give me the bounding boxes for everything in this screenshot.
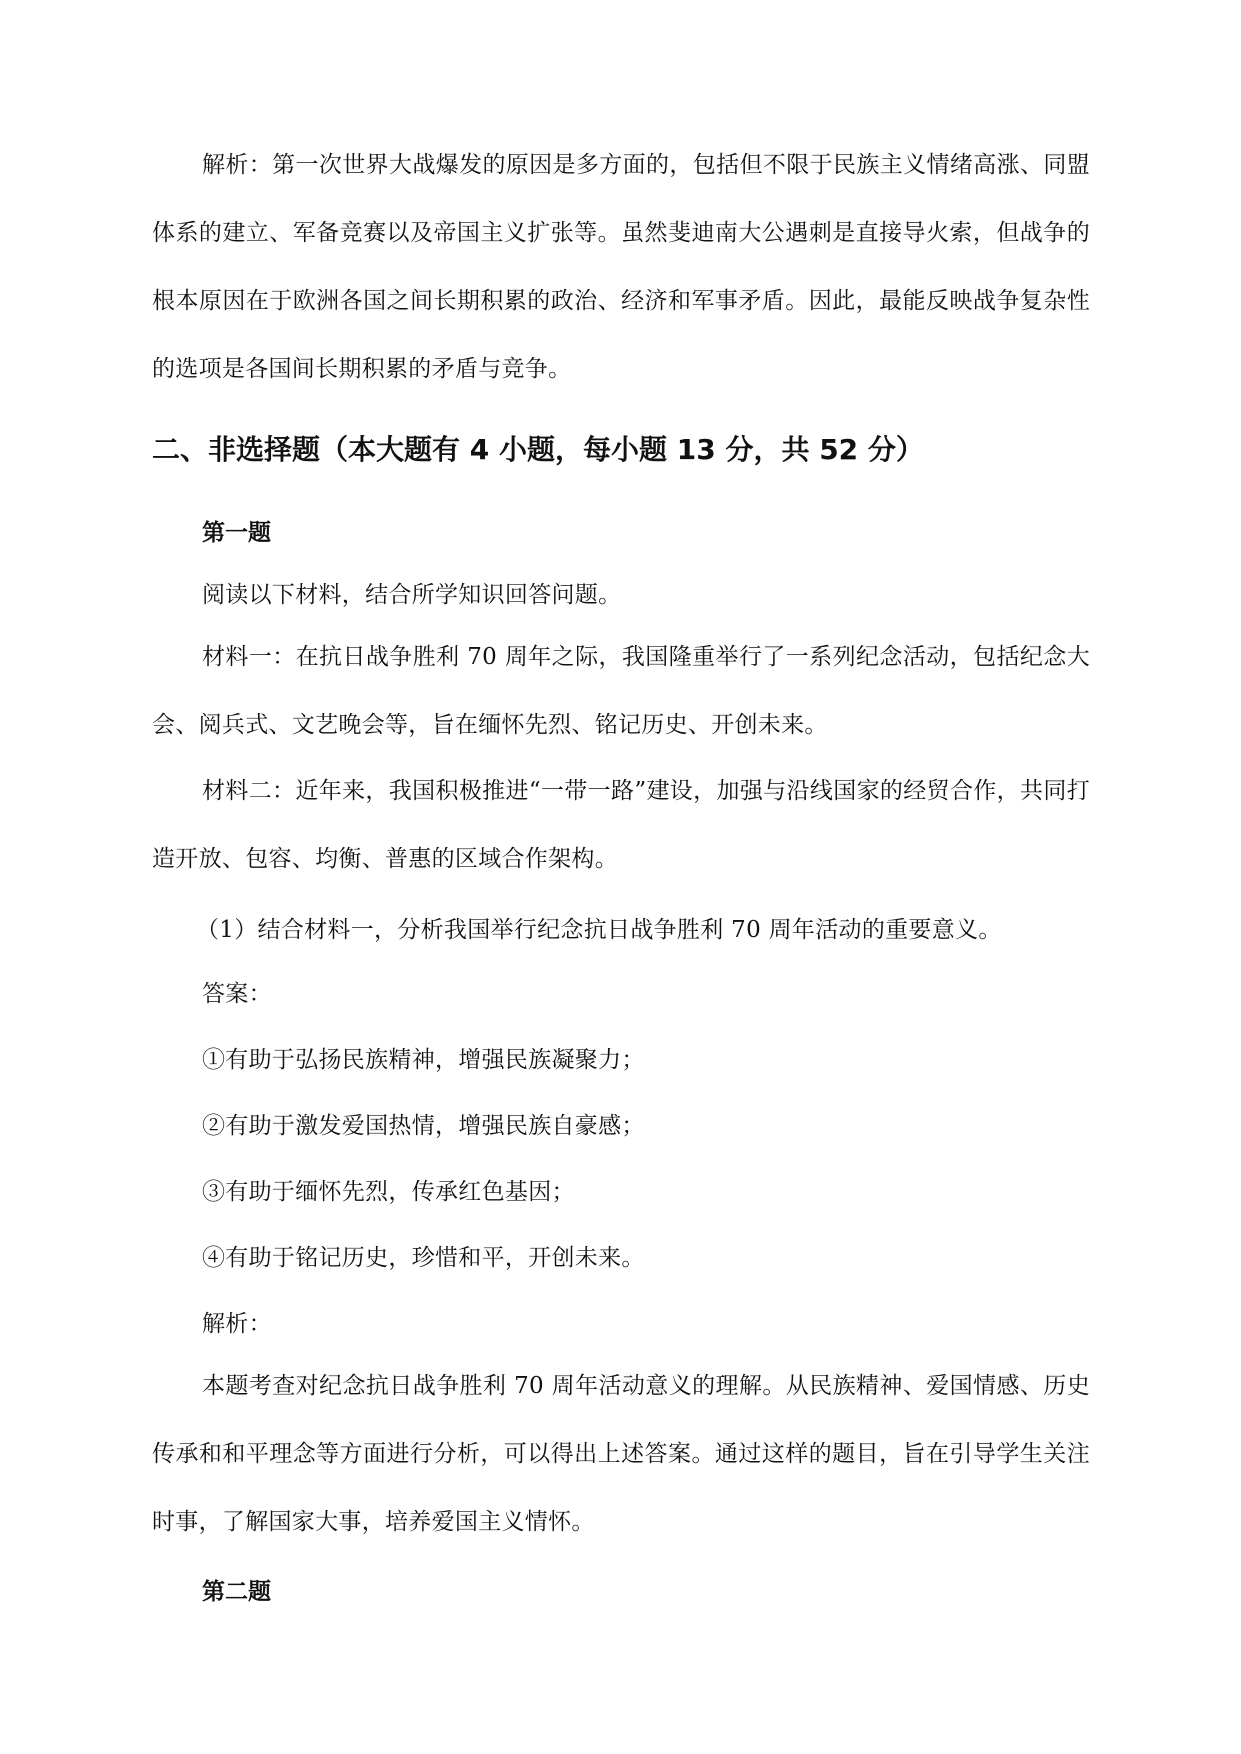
- intro-analysis-paragraph: 解析：第一次世界大战爆发的原因是多方面的，包括但不限于民族主义情绪高涨、同盟体系的建立、军备竞赛以及帝国主义扩张等。虽然斐迪南大公遇刺是直接导火索，但战争的根本原因在于欧洲各国之间长期积累的政治、经济和军事矛盾。因此，最能反映战争复杂性的选项是各国间长期积累的矛盾与竞争。: [152, 152, 1090, 382]
- analysis-paragraph: 本题考查对纪念抗日战争胜利 70 周年活动意义的理解。从民族精神、爱国情感、历史传承和和平理念等方面进行分析，可以得出上述答案。通过这样的题目，旨在引导学生关注时事，了解国家大事，培养爱国主义情怀。: [152, 1373, 1090, 1535]
- sub-question-one: （1）结合材料一，分析我国举行纪念抗日战争胜利 70 周年活动的重要意义。: [196, 917, 1002, 943]
- answer-item: ③有助于缅怀先烈，传承红色基因；: [202, 1179, 575, 1205]
- answer-item: ②有助于激发爱国热情，增强民族自豪感；: [202, 1113, 645, 1139]
- question-one-prompt: 阅读以下材料，结合所学知识回答问题。: [202, 582, 622, 608]
- question-one-title: 第一题: [202, 520, 271, 546]
- section-two-heading: 二、非选择题（本大题有 4 小题，每小题 13 分，共 52 分）: [152, 433, 924, 466]
- analysis-label: 解析：: [202, 1311, 272, 1337]
- material-one-paragraph: 材料一：在抗日战争胜利 70 周年之际，我国隆重举行了一系列纪念活动，包括纪念大会、阅兵式、文艺晚会等，旨在缅怀先烈、铭记历史、开创未来。: [152, 644, 1090, 738]
- answer-item: ①有助于弘扬民族精神，增强民族凝聚力；: [202, 1047, 645, 1073]
- material-two-paragraph: 材料二：近年来，我国积极推进“一带一路”建设，加强与沿线国家的经贸合作，共同打造开放、包容、均衡、普惠的区域合作架构。: [152, 778, 1090, 872]
- question-two-title: 第二题: [202, 1579, 271, 1605]
- answer-label: 答案：: [202, 981, 272, 1007]
- answer-item: ④有助于铭记历史，珍惜和平，开创未来。: [202, 1245, 645, 1271]
